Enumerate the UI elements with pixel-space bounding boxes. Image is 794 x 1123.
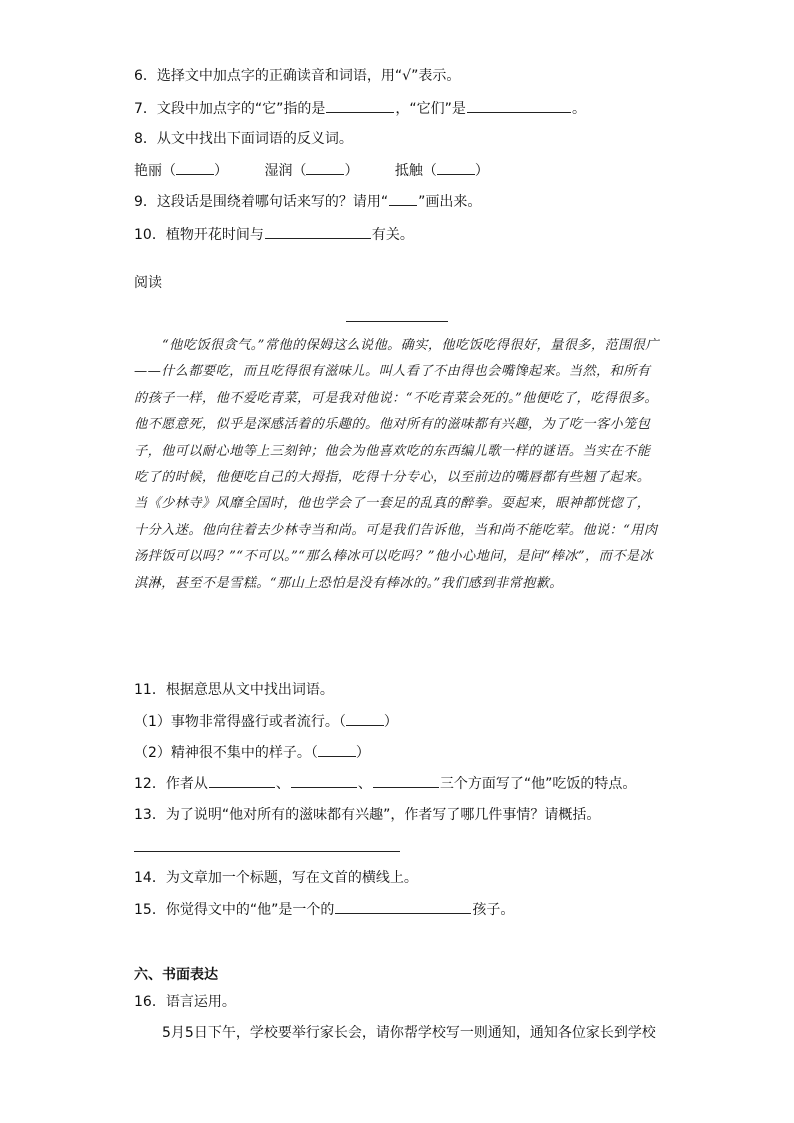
question-11-item-text: （2）精神很不集中的样子。（ bbox=[134, 745, 318, 761]
question-16 bbox=[134, 992, 236, 1012]
question-13-text: 13．为了说明“他对所有的滋味都有兴趣”，作者写了哪几件事情？请概括。 bbox=[134, 807, 601, 823]
section-6-title: 六、书面表达 bbox=[134, 967, 218, 983]
reading-passage bbox=[134, 333, 662, 597]
question-7-text-b: ，“它们”是 bbox=[395, 101, 466, 117]
question-8-words bbox=[134, 160, 489, 181]
question-8 bbox=[134, 129, 353, 149]
question-14 bbox=[134, 868, 418, 888]
antonym-item: 抵触（ ） bbox=[395, 160, 489, 181]
answer-blank[interactable] bbox=[326, 98, 394, 113]
question-13 bbox=[134, 805, 600, 825]
title-answer-line[interactable] bbox=[346, 321, 448, 322]
question-9-text-a: 9．这段话是围绕着哪句话来写的？请用“ bbox=[134, 194, 389, 210]
reading-label: 阅读 bbox=[134, 275, 162, 291]
answer-blank[interactable] bbox=[318, 742, 356, 757]
question-12-text-b: 三个方面写了“他”吃饭的特点。 bbox=[439, 776, 637, 792]
question-16-text: 16．语言运用。 bbox=[134, 994, 236, 1010]
question-6 bbox=[134, 66, 460, 86]
answer-blank[interactable] bbox=[265, 224, 371, 239]
question-15-text-a: 15．你觉得文中的“他”是一个的 bbox=[134, 902, 335, 918]
antonym-item: 湿润（ ） bbox=[264, 160, 390, 181]
question-14-text: 14．为文章加一个标题，写在文首的横线上。 bbox=[134, 870, 418, 886]
notice-prompt bbox=[134, 1023, 662, 1043]
notice-prompt-text: 5月5日下午，学校要举行家长会，请你帮学校写一则通知，通知各位家长到学校 bbox=[162, 1025, 656, 1041]
question-7 bbox=[134, 98, 586, 119]
underline-sample bbox=[389, 191, 417, 206]
question-8-text: 8．从文中找出下面词语的反义词。 bbox=[134, 131, 353, 147]
answer-blank[interactable] bbox=[467, 98, 571, 113]
question-11 bbox=[134, 680, 334, 700]
question-9-text-b: ”画出来。 bbox=[418, 194, 482, 210]
question-7-text-c: 。 bbox=[571, 101, 586, 117]
answer-blank[interactable] bbox=[209, 773, 275, 788]
question-9 bbox=[134, 191, 481, 212]
question-15-text-b: 孩子。 bbox=[472, 902, 515, 918]
answer-blank[interactable] bbox=[437, 160, 475, 175]
antonym-word: 抵触 bbox=[394, 163, 423, 179]
question-6-text: 6．选择文中加点字的正确读音和词语，用“√”表示。 bbox=[134, 68, 461, 84]
answer-blank[interactable] bbox=[373, 773, 439, 788]
answer-blank[interactable] bbox=[306, 160, 344, 175]
question-11-item-text: （1）事物非常得盛行或者流行。（ bbox=[134, 714, 346, 730]
question-11-item-2: （2）精神很不集中的样子。（ ） bbox=[134, 742, 370, 763]
answer-blank[interactable] bbox=[176, 160, 214, 175]
antonym-word: 湿润 bbox=[264, 163, 293, 179]
question-10-text-a: 10．植物开花时间与 bbox=[134, 227, 264, 243]
reading-heading bbox=[134, 273, 162, 293]
antonym-item: 艳丽（ ） bbox=[134, 160, 260, 181]
antonym-word: 艳丽 bbox=[134, 163, 162, 179]
question-12: 12．作者从 、 、 三个方面写了“他”吃饭的特点。 bbox=[134, 773, 636, 794]
section-title bbox=[134, 965, 218, 985]
answer-blank[interactable] bbox=[346, 711, 384, 726]
answer-line[interactable] bbox=[134, 851, 400, 852]
question-7-text-a: 7．文段中加点字的“它”指的是 bbox=[134, 101, 326, 117]
question-12-text-a: 12．作者从 bbox=[134, 776, 208, 792]
passage-text: “他吃饭很贪气。”常他的保姆这么说他。确实，他吃饭吃得很好，量很多，范围很广——什么都要吃，而且吃得很有滋味儿。叫人看了不由得也会嘴馋起来。当然，和所有的孩子一样，他不爱吃青菜，可是我对他说：“不吃青菜会死的。”他便吃了，吃得很多。他不愿意死，似乎是深感活着的乐趣的。他对所有的滋味都有兴趣，为了吃一客小笼包子，他可以耐心地等上三刻钟；他会为他喜欢吃的东西编儿歌一样的谜语。当实在不能吃了的时候，他便吃自己的大拇指，吃得十分专心，以至前边的嘴唇都有些翘了起来。当《少林寺》风靡全国时，他也学会了一套足的乱真的醉拳。耍起来，眼神都恍惚了，十分入迷。他向往着去少林寺当和尚。可是我们告诉他，当和尚不能吃荤。他说：“用肉汤拌饭可以吗？”“不可以。”“那么棒冰可以吃吗？”他小心地问，是问“棒冰”，而不是冰淇淋，甚至不是雪糕。“那山上恐怕是没有棒冰的。”我们感到非常抱歉。 bbox=[134, 338, 659, 591]
question-10 bbox=[134, 224, 414, 245]
answer-blank[interactable] bbox=[291, 773, 357, 788]
question-15 bbox=[134, 899, 514, 920]
question-11-text: 11．根据意思从文中找出词语。 bbox=[134, 682, 334, 698]
question-11-item-1: （1）事物非常得盛行或者流行。（ ） bbox=[134, 711, 398, 732]
question-10-text-b: 有关。 bbox=[371, 227, 414, 243]
answer-blank[interactable] bbox=[335, 899, 471, 914]
